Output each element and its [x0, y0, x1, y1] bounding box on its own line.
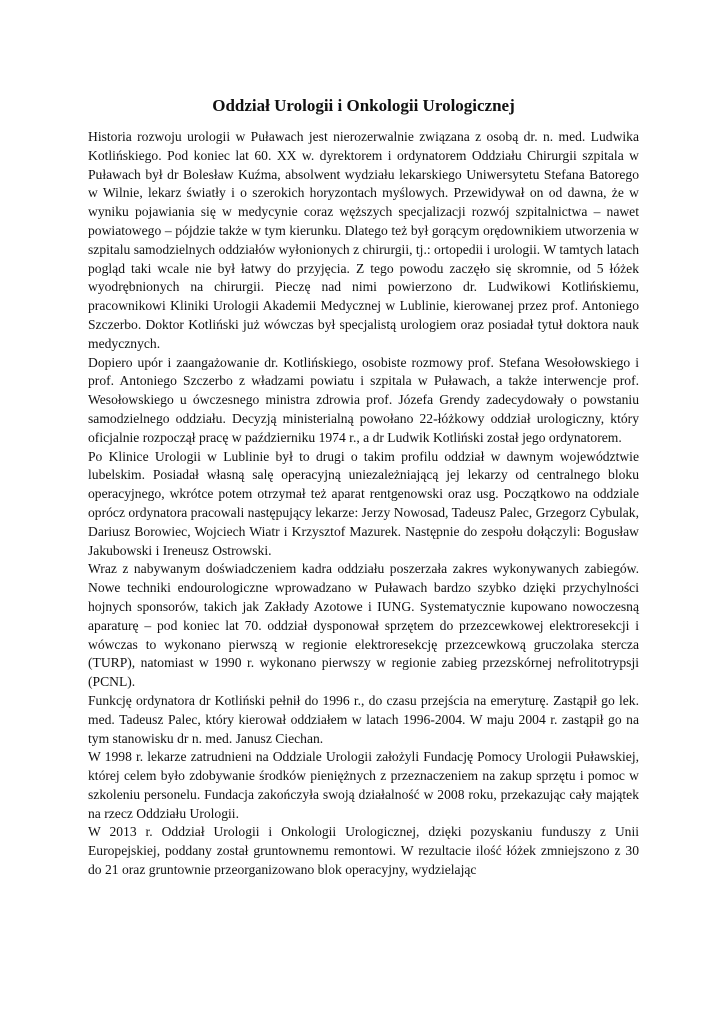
paragraph-foundation: W 1998 r. lekarze zatrudnieni na Oddziale Urologii założyli Fundację Pomocy Urologii Puławskiej, której celem było zdobywanie środków pieniężnych z przeznaczeniem na zakup sprzętu i pomoc w szkoleniu personelu. Fundacja zakończyła swoją działalność w 2008 roku, przekazując cały majątek na rzecz Oddziału Urologii.	[88, 749, 639, 821]
paragraph-department-founding: Dopiero upór i zaangażowanie dr. Kotlińskiego, osobiste rozmowy prof. Stefana Wesołowskiego i prof. Antoniego Szczerbo z władzami powiatu i szpitala w Puławach, a także interwencje prof. Wesołowskiego u ówczesnego ministra zdrowia prof. Józefa Grendy zadecydowały o powstaniu samodzielnego oddziału. Decyzją ministerialną powołano 22-łóżkowy oddział urologiczny, który oficjalnie rozpoczął pracę w październiku 1974 r., a dr Ludwik Kotliński został jego ordynatorem.	[88, 354, 639, 445]
page-title: Oddział Urologii i Onkologii Urologicznej	[212, 96, 515, 115]
paragraph-renovation: W 2013 r. Oddział Urologii i Onkologii Urologicznej, dzięki pozyskaniu funduszy z Unii Europejskiej, poddany został gruntownemu remontowi. W rezultacie ilość łóżek zmniejszono z 30 do 21 oraz gruntownie przeorganizowano blok operacyjny, wydzielając	[88, 824, 639, 878]
paragraph-department-staff: Po Klinice Urologii w Lublinie był to drugi o takim profilu oddział w dawnym województwie lubelskim. Posiadał własną salę operacyjną uniezależniającą jej lekarzy od centralnego bloku operacyjnego, wkrótce potem otrzymał też aparat rentgenowski oraz usg. Początkowo na oddziale oprócz ordynatora pracowali następujący lekarze: Jerzy Nowosad, Tadeusz Palec, Grzegorz Cybulak, Dariusz Borowiec, Wojciech Wiatr i Krzysztof Mazurek. Następnie do zespołu dołączyli: Bogusław Jakubowski i Ireneusz Ostrowski.	[88, 448, 640, 558]
paragraph-history-intro: Historia rozwoju urologii w Puławach jest nierozerwalnie związana z osobą dr. n. med. Ludwika Kotlińskiego. Pod koniec lat 60. XX w. dyrektorem i ordynatorem Oddziału Chirurgii szpitala w Puławach był dr Bolesław Kuźma, absolwent wydziału lekarskiego Uniwersytetu Stefana Batorego w Wilnie, lekarz światły i o szerokich horyzontach myślowych. Przewidywał on od dawna, że w wyniku pojawiania się w medycynie coraz węższych specjalizacji rozwój szpitalnictwa – nawet powiatowego – pójdzie także w tym kierunku. Dlatego też był gorącym orędownikiem utworzenia w szpitalu samodzielnych oddziałów wyłonionych z chirurgii, tj.: ortopedii i urologii. W tamtych latach pogląd taki wcale nie był łatwy do przyjęcia. Z tego powodu zaczęło się skromnie, od 5 łóżek wyodrębnionych na chirurgii. Pieczę nad nimi powierzono dr. Ludwikowi Kotlińskiemu, pracownikowi Kliniki Urologii Akademii Medycznej w Lublinie, kierowanej przez prof. Antoniego Szczerbo. Doktor Kotliński już wówczas był specjalistą urologiem oraz posiadał tytuł doktora nauk medycznych.	[88, 129, 639, 351]
paragraph-heads: Funkcję ordynatora dr Kotliński pełnił do 1996 r., do czasu przejścia na emeryturę. Zastąpił go lek. med. Tadeusz Palec, który kierował oddziałem w latach 1996-2004. W maju 2004 r. zastąpił go na tym stanowisku dr n. med. Janusz Ciechan.	[88, 692, 639, 746]
paragraph-procedures: Wraz z nabywanym doświadczeniem kadra oddziału poszerzała zakres wykonywanych zabiegów. Nowe techniki endourologiczne wprowadzano w Puławach bardzo szybko dzięki przychylności hojnych sponsorów, takich jak Zakłady Azotowe i IUNG. Systematycznie kupowano nowoczesną aparaturę – pod koniec lat 70. oddział dysponował sprzętem do przezcewkowej elektroresekcji i wówczas to wykonano pierwszą w regionie elektroresekcję przezcewkową gruczolaka stercza (TURP), natomiast w 1990 r. wykonano pierwszy w regionie zabieg przezskórnej nefrolitotrypsji (PCNL).	[88, 561, 639, 690]
